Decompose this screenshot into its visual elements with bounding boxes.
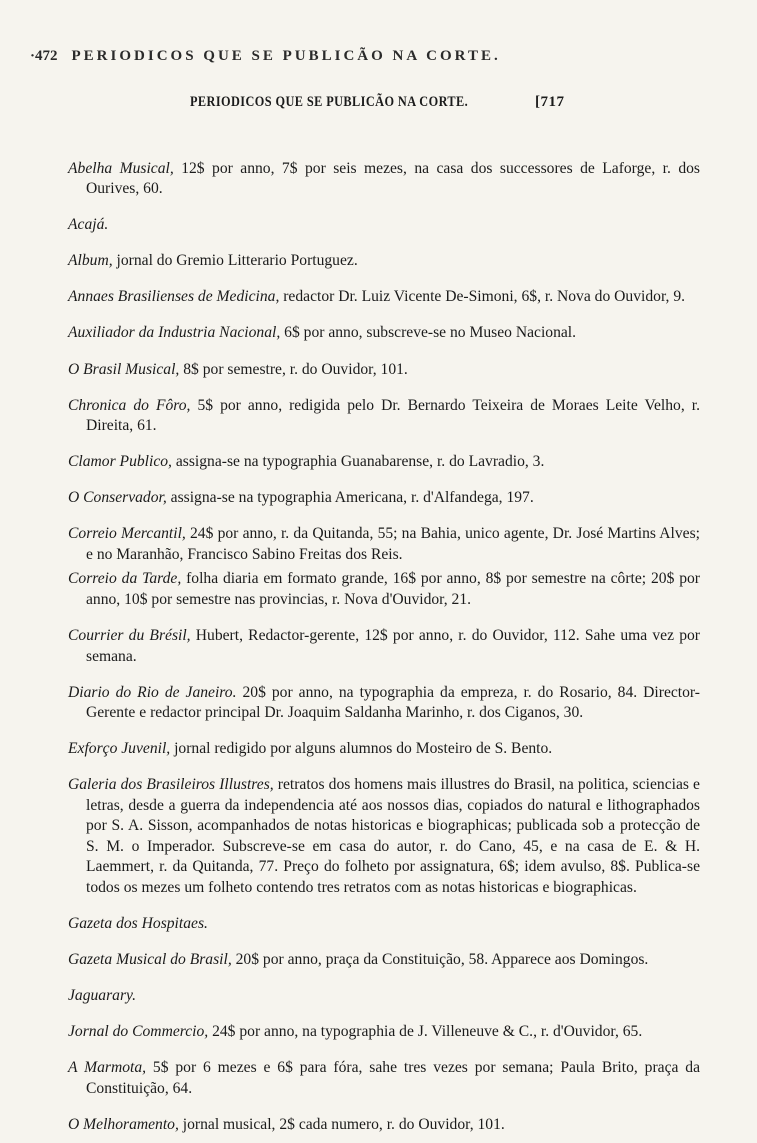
section-title: PERIODICOS QUE SE PUBLICÃO NA CORTE.	[190, 94, 469, 110]
list-item	[68, 323, 700, 344]
list-item	[68, 950, 700, 971]
list-item	[68, 215, 700, 236]
periodical-name: Exforço Juvenil,	[68, 740, 171, 758]
periodical-details: jornal do Gremio Litterario Portuguez.	[112, 252, 358, 270]
periodical-name: Album,	[68, 252, 113, 270]
periodical-name: Correio Mercantil,	[68, 525, 186, 543]
periodical-name: Acajá.	[68, 216, 109, 234]
periodical-details: 5$ por anno, redigida pelo Dr. Bernardo Teixeira de Moraes Leite Velho, r. Direita, 61.	[86, 396, 700, 435]
periodical-name: Jaguarary.	[68, 987, 137, 1005]
list-item	[68, 452, 700, 473]
list-item	[68, 986, 700, 1007]
section-header	[190, 94, 565, 111]
periodical-name: A Marmota,	[68, 1059, 147, 1077]
periodical-details: 6$ por anno, subscreve-se no Museo Nacional.	[280, 324, 577, 342]
list-item	[68, 524, 700, 565]
periodical-name: Courrier du Brésil,	[68, 627, 191, 645]
periodical-name: Gazeta dos Hospitaes.	[68, 914, 208, 932]
list-item	[68, 683, 700, 724]
list-item	[68, 1058, 700, 1099]
periodical-name: Annaes Brasilienses de Medicina,	[68, 288, 280, 306]
periodical-details: Hubert, Redactor-gerente, 12$ por anno, r. do Ouvidor, 112. Sahe uma vez por semana.	[86, 627, 700, 665]
list-item	[68, 626, 700, 667]
list-item	[68, 569, 700, 610]
page-number: ·472	[30, 48, 58, 64]
list-item	[68, 251, 700, 272]
periodical-name: Jornal do Commercio,	[68, 1023, 209, 1041]
periodical-details: assigna-se na typographia Guanabarense, r. do Lavradio, 3.	[171, 453, 545, 471]
periodical-list	[68, 143, 700, 1138]
periodical-details: 24$ por anno, r. da Quitanda, 55; na Bahia, unico agente, Dr. José Martins Alves; e no Maranhão, Francisco Sabino Freitas dos Reis.	[86, 525, 700, 563]
periodical-details: jornal musical, 2$ cada numero, r. do Ouvidor, 101.	[178, 1115, 505, 1133]
periodical-name: Gazeta Musical do Brasil,	[68, 951, 232, 968]
running-head	[30, 48, 710, 65]
periodical-details: 20$ por anno, praça da Constituição, 58. Apparece aos Domingos.	[231, 951, 649, 968]
periodical-details: jornal redigido por alguns alumnos do Mosteiro de S. Bento.	[170, 740, 553, 758]
periodical-name: Auxiliador da Industria Nacional,	[68, 324, 281, 342]
running-head-title: PERIODICOS QUE SE PUBLICÃO NA CORTE.	[71, 48, 501, 64]
list-item	[68, 1115, 700, 1136]
list-item	[68, 396, 700, 437]
periodical-name: Clamor Publico,	[68, 453, 172, 471]
periodical-name: Correio da Tarde,	[68, 570, 182, 588]
periodical-name: Diario do Rio de Janeiro.	[68, 683, 237, 701]
list-item	[68, 360, 700, 381]
list-item	[68, 739, 700, 760]
list-item	[68, 159, 700, 200]
periodical-name: Abelha Musical,	[68, 159, 174, 177]
periodical-details: retratos dos homens mais illustres do Brasil, na politica, sciencias e letras, desde a guerra da independencia até aos nossos dias, copiados do natural e lithographados por S. A. Sisson, acompanhados de notas historicas e biographicas; publicada sob a protecção de S. M. o Imperador. Subscreve-se em casa do autor, r. do Cano, 45, e na casa de E. & H. Laemmert, r. da Quitanda, 77. Preço do folheto por assignatura, 6$; idem avulso, 8$. Publica-se todos os mezes um folheto contendo tres retratos com as notas historicas e biographicas.	[86, 776, 700, 896]
periodical-name: Chronica do Fôro,	[68, 396, 191, 414]
list-item	[68, 287, 700, 308]
periodical-details: redactor Dr. Luiz Vicente De-Simoni, 6$, r. Nova do Ouvidor, 9.	[279, 288, 686, 306]
list-item	[68, 488, 700, 509]
list-item	[68, 775, 700, 898]
periodical-details: 12$ por anno, 7$ por seis mezes, na casa dos successores de Laforge, r. dos Ourives, 60.	[86, 159, 700, 198]
periodical-name: Galeria dos Brasileiros Illustres,	[68, 776, 274, 794]
periodical-details: 8$ por semestre, r. do Ouvidor, 101.	[179, 360, 408, 378]
list-item	[68, 914, 700, 935]
periodical-name: O Conservador,	[68, 489, 167, 507]
periodical-details: folha diaria em formato grande, 16$ por anno, 8$ por semestre na côrte; 20$ por anno, 10$ por semestre nas provincias, r. Nova d'Ouvidor, 21.	[86, 570, 701, 608]
periodical-name: O Melhoramento,	[68, 1115, 179, 1133]
periodical-details: assigna-se na typographia Americana, r. d'Alfandega, 197.	[166, 489, 534, 507]
periodical-details: 20$ por anno, na typographia da empreza, r. do Rosario, 84. Director-Gerente e redactor principal Dr. Joaquim Saldanha Marinho, r. dos Ciganos, 30.	[86, 683, 700, 722]
periodical-name: O Brasil Musical,	[68, 360, 180, 378]
periodical-details: 5$ por 6 mezes e 6$ para fóra, sahe tres vezes por semana; Paula Brito, praça da Constituição, 64.	[86, 1059, 700, 1097]
section-number: [717	[535, 94, 565, 110]
periodical-details: 24$ por anno, na typographia de J. Villeneuve & C., r. d'Ouvidor, 65.	[208, 1023, 643, 1041]
list-item	[68, 1022, 700, 1043]
